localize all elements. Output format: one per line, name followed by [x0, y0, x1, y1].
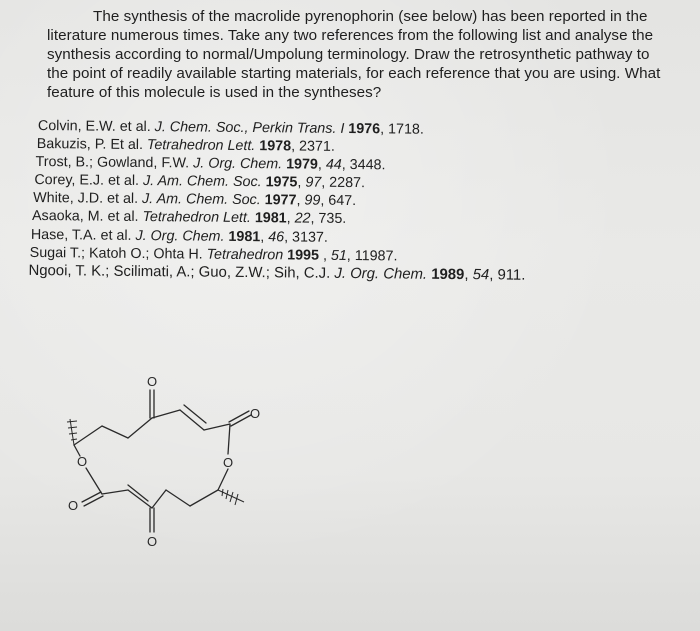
lower-ketone-oxygen: O: [147, 534, 158, 549]
reference-item: Colvin, E.W. et al. J. Chem. Soc., Perkin Trans. I 1976, 1718.: [37, 117, 424, 138]
reference-list: [28, 117, 678, 286]
reference-item: White, J.D. et al. J. Am. Chem. Soc. 1977, 99, 647.: [33, 190, 357, 210]
left-ester-oxygen: O: [77, 454, 88, 469]
right-carbonyl-oxygen: O: [250, 406, 261, 421]
reference-item: Trost, B.; Gowland, F.W. J. Org. Chem. 1979, 44, 3448.: [35, 154, 386, 174]
reference-item: Asaoka, M. et al. Tetrahedron Lett. 1981, 22, 735.: [31, 208, 347, 228]
reference-item: Corey, E.J. et al. J. Am. Chem. Soc. 1975, 97, 2287.: [34, 172, 366, 192]
reference-item: Ngooi, T. K.; Scilimati, A.; Guo, Z.W.; Sih, C.J. J. Org. Chem. 1989, 54, 911.: [28, 262, 526, 284]
reference-item: Bakuzis, P. Et al. Tetrahedron Lett. 1978, 2371.: [36, 136, 335, 155]
right-ester-oxygen: O: [223, 455, 234, 470]
left-carbonyl-oxygen: O: [68, 498, 79, 513]
upper-ketone-oxygen: O: [147, 374, 158, 389]
reference-item: Hase, T.A. et al. J. Org. Chem. 1981, 46, 3137.: [30, 226, 328, 246]
pyrenophorin-structure: [40, 372, 280, 552]
question-paragraph: The synthesis of the macrolide pyrenophorin (see below) has been reported in the literature numerous times. Take any two references from the following list and analyse the synthesis according to normal/Umpolung terminology. Draw the retrosynthetic pathway to the point of readily available starting materials, for each reference that you are using. What feature of this molecule is used in the syntheses?: [47, 8, 661, 101]
reference-item: Sugai T.; Katoh O.; Ohta H. Tetrahedron 1995 , 51, 11987.: [29, 244, 398, 265]
